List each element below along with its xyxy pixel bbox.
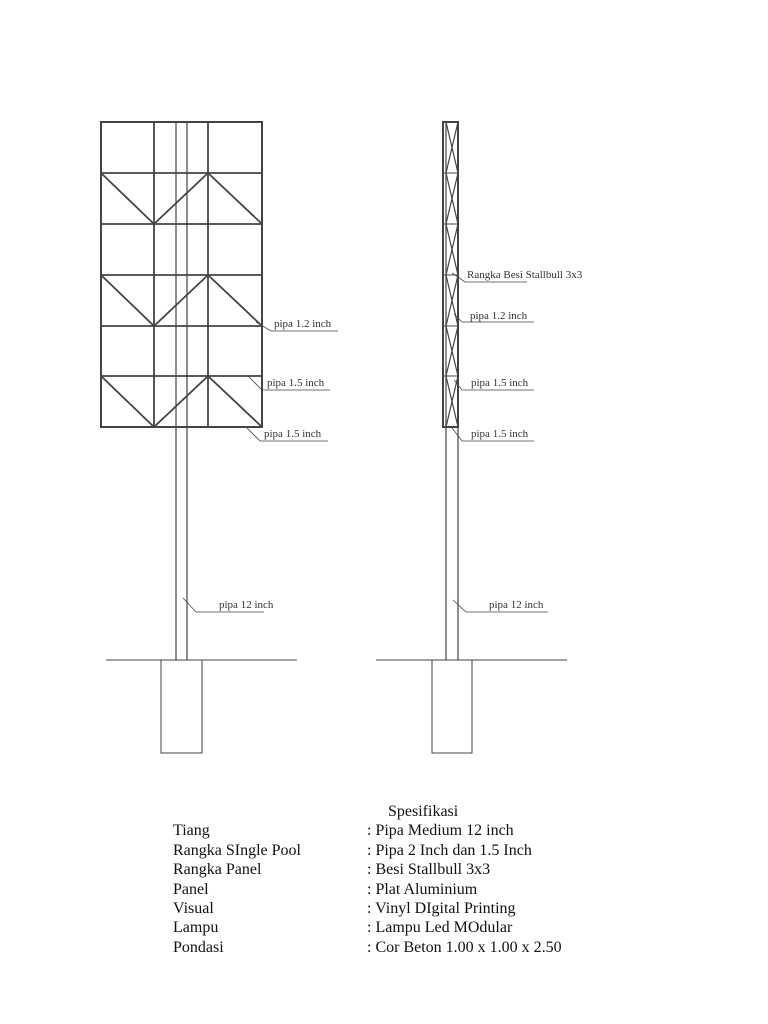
- front-label-pipa-12: pipa 12 inch: [219, 599, 274, 611]
- front-label-pipa-1-5-upper: pipa 1.5 inch: [267, 377, 325, 389]
- spec-key: Lampu: [173, 919, 219, 936]
- front-horizontal-members: [101, 173, 262, 376]
- spec-key: Visual: [173, 900, 214, 917]
- front-leaders: [183, 322, 338, 612]
- front-label-pipa-1-5-lower: pipa 1.5 inch: [264, 428, 322, 440]
- spec-key: Rangka Panel: [173, 861, 262, 878]
- spec-value: : Pipa Medium 12 inch: [367, 822, 514, 840]
- spec-value: : Lampu Led MOdular: [367, 919, 512, 937]
- side-label-pipa-1-5-lower: pipa 1.5 inch: [471, 428, 529, 440]
- side-label-pipa-1-2: pipa 1.2 inch: [470, 310, 528, 322]
- side-label-pipa-1-5-upper: pipa 1.5 inch: [471, 377, 529, 389]
- front-labels: [219, 318, 332, 611]
- side-label-pipa-12: pipa 12 inch: [489, 599, 544, 611]
- spec-key: Rangka SIngle Pool: [173, 842, 301, 859]
- spec-value: : Pipa 2 Inch dan 1.5 Inch: [367, 842, 532, 860]
- spec-value: : Cor Beton 1.00 x 1.00 x 2.50: [367, 939, 562, 957]
- side-pole: [446, 427, 458, 660]
- side-label-rangka-besi: Rangka Besi Stallbull 3x3: [467, 269, 583, 281]
- side-leaders: [452, 273, 548, 612]
- side-labels: [467, 269, 583, 611]
- spec-key: Tiang: [173, 822, 210, 839]
- spec-key: Pondasi: [173, 939, 224, 956]
- front-label-pipa-1-2: pipa 1.2 inch: [274, 318, 332, 330]
- spec-title: Spesifikasi: [388, 803, 459, 820]
- spec-value: : Besi Stallbull 3x3: [367, 861, 490, 879]
- front-foundation: [161, 660, 202, 753]
- spec-value: : Plat Aluminium: [367, 881, 477, 899]
- side-foundation: [432, 660, 472, 753]
- spec-value: : Vinyl DIgital Printing: [367, 900, 516, 918]
- front-diagonals: [101, 173, 262, 427]
- spec-key: Panel: [173, 881, 209, 898]
